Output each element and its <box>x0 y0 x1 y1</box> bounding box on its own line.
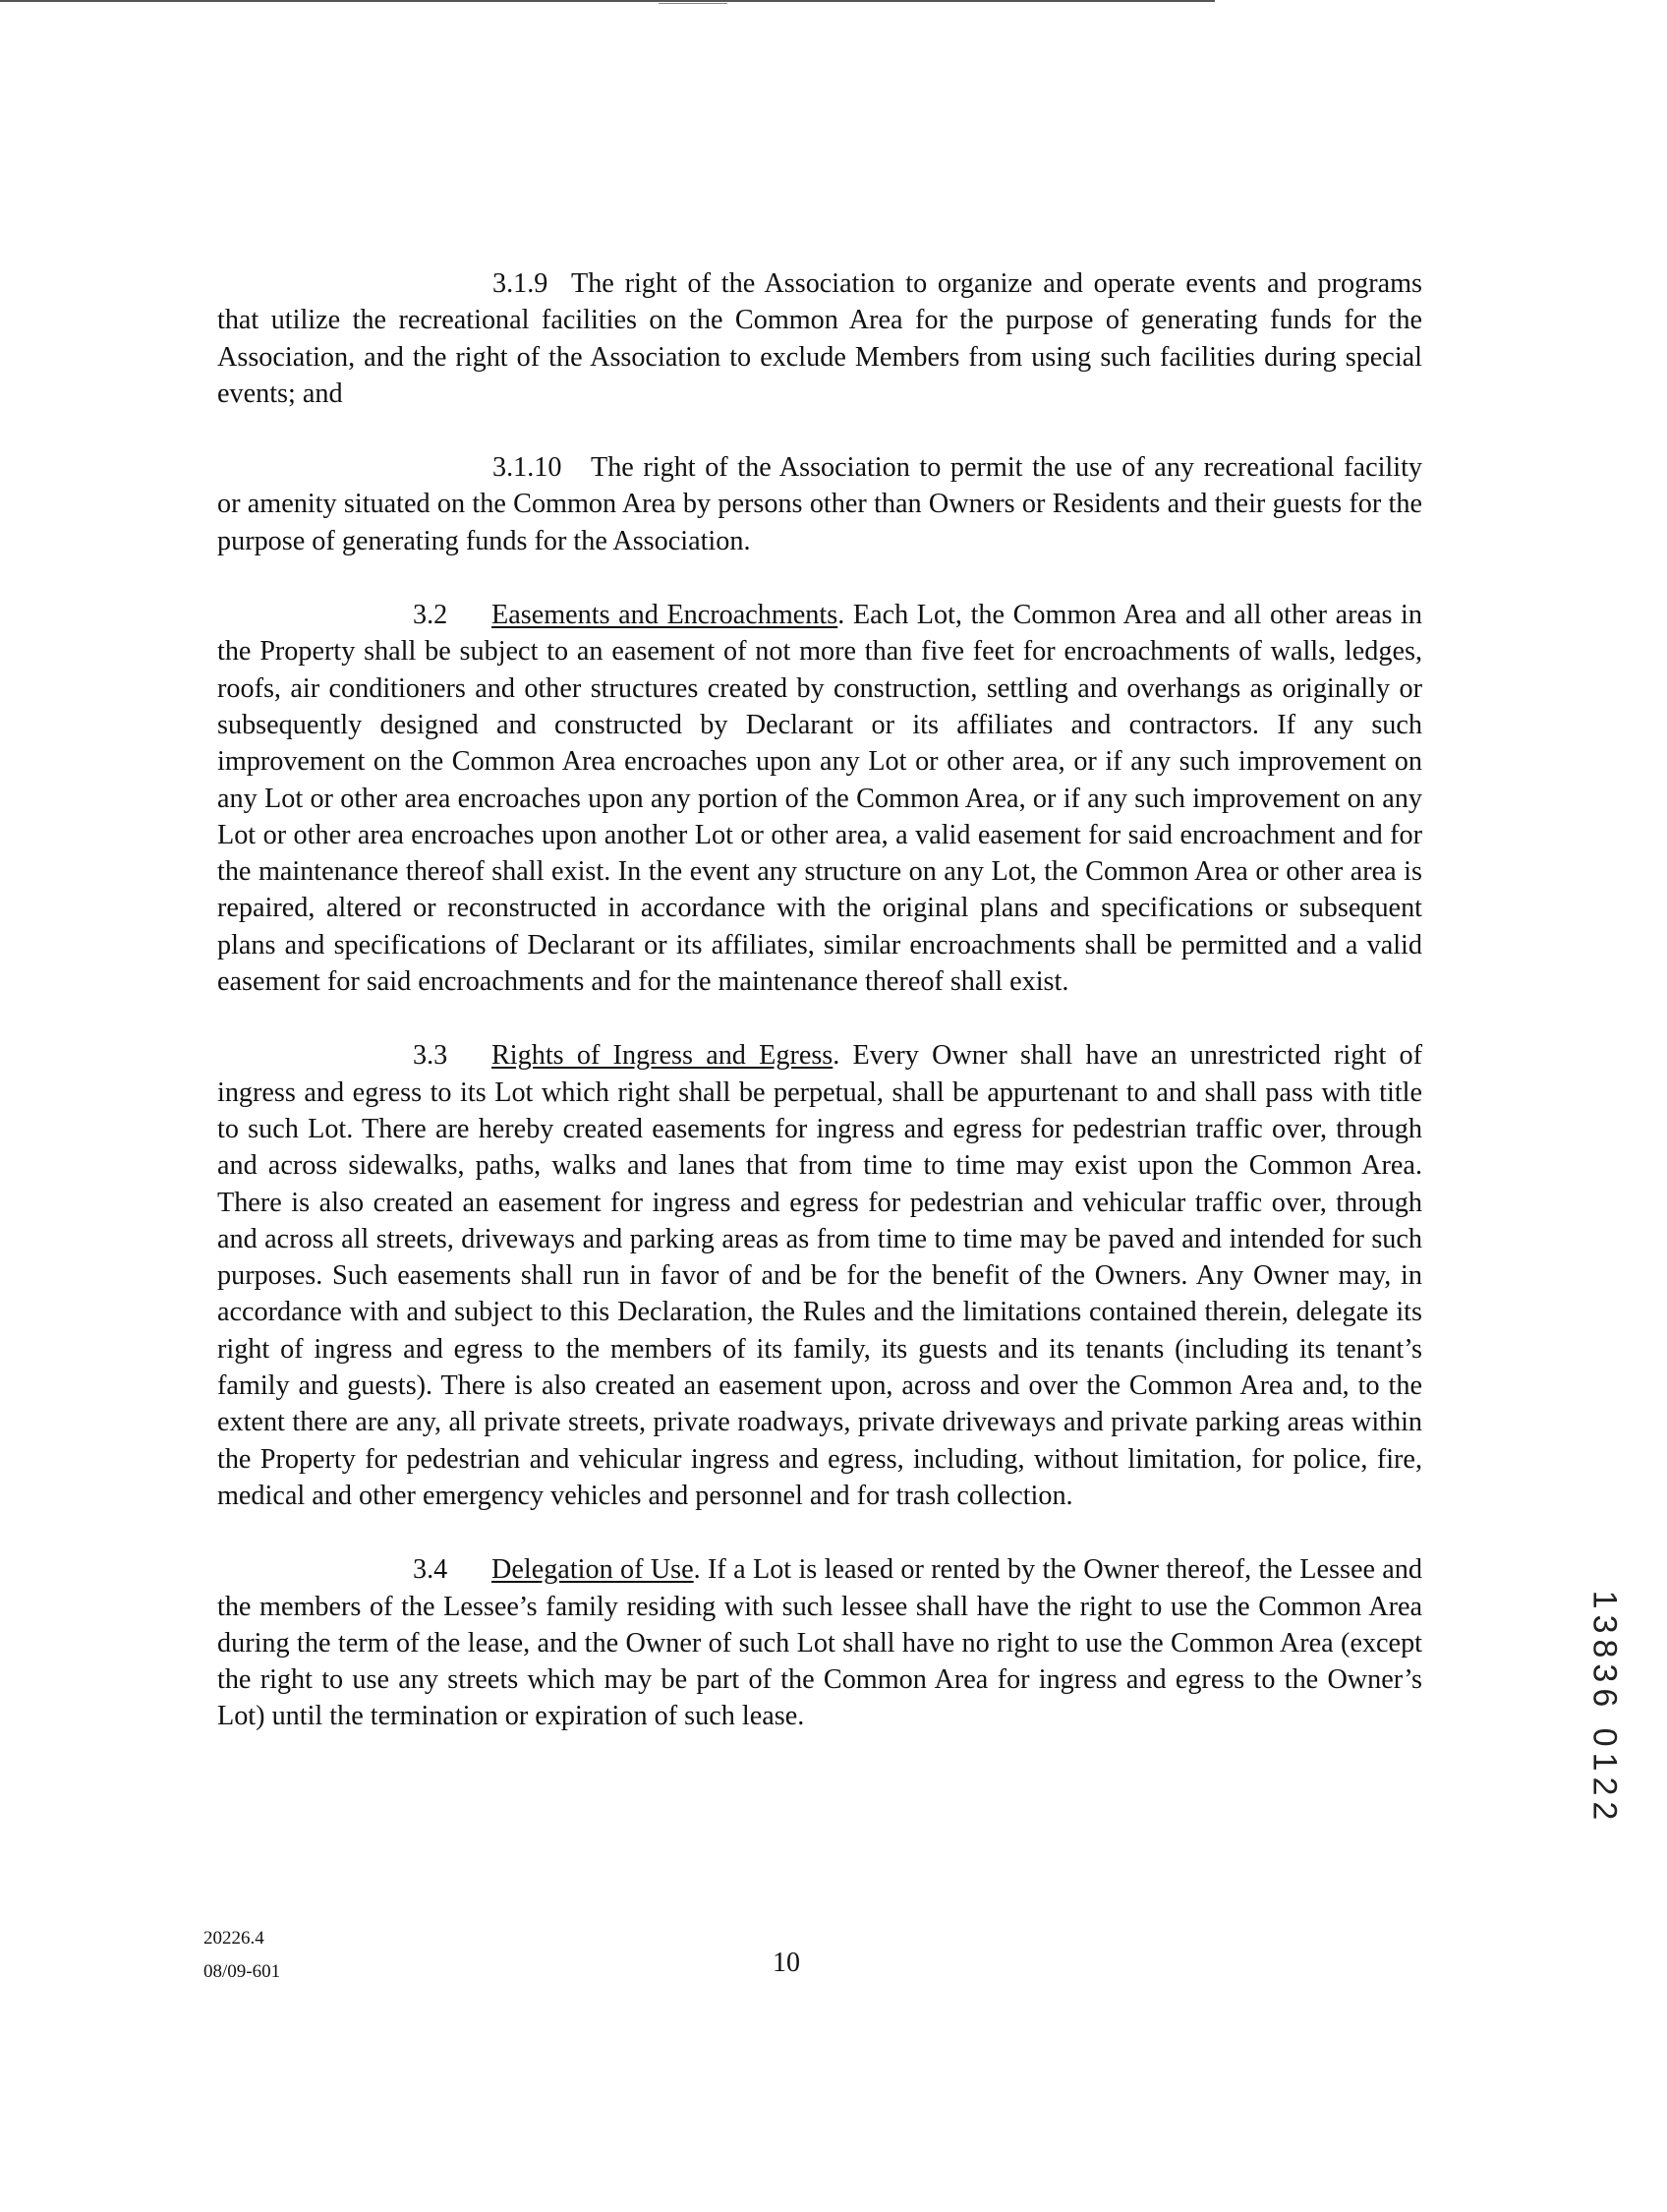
footer-document-codes <box>203 1922 280 1989</box>
stamp-text: 13836 0122 <box>1585 1590 1624 1826</box>
paragraph-3-3 <box>217 1037 1422 1514</box>
section-number: 3.1.10 <box>492 452 562 484</box>
paragraph-text: . Each Lot, the Common Area and all other areas in the Property shall be subject to an easement of not more than five feet for encroachments of walls, ledges, roofs, air conditioners and other structures created by construction, settling and overhangs as originally or subsequently designed and constructed by Declarant or its affiliates and contractors. If any such improvement on the Common Area encroaches upon any Lot or other area, or if any such improvement on any Lot or other area encroaches upon any portion of the Common Area, or if any such improvement on any Lot or other area encroaches upon another Lot or other area, a valid easement for said encroachment and for the maintenance thereof shall exist. In the event any structure on any Lot, the Common Area or other area is repaired, altered or reconstructed in accordance with the original plans and specifications or subsequent plans and specifications of Declarant or its affiliates, similar encroachments shall be permitted and a valid easement for said encroachments and for the maintenance thereof shall exist. <box>217 600 1422 998</box>
paragraph-text: . If a Lot is leased or rented by the Owner thereof, the Lessee and the members of the Lessee’s family residing with such lessee shall have the right to use the Common Area during the term of the lease, and the Owner of such Lot shall have no right to use the Common Area (except the right to use any streets which may be part of the Common Area for ingress and egress to the Owner’s Lot) until the termination or expiration of such lease. <box>217 1554 1422 1732</box>
section-heading: Easements and Encroachments <box>491 600 838 631</box>
paragraph-3-4 <box>217 1551 1422 1734</box>
margin-recording-stamp <box>1584 1575 1624 1840</box>
doc-code: 20226.4 <box>203 1928 264 1949</box>
top-scan-mark <box>659 3 727 4</box>
page-number: 10 <box>773 1948 800 1978</box>
top-scan-border <box>0 0 1215 2</box>
section-heading: Delegation of Use <box>491 1554 694 1586</box>
paragraph-3-1-10 <box>217 449 1422 559</box>
section-number: 3.2 <box>413 600 448 631</box>
document-body <box>217 265 1422 1773</box>
paragraph-3-1-9 <box>217 265 1422 412</box>
section-number: 3.3 <box>413 1040 448 1072</box>
section-heading: Rights of Ingress and Egress <box>491 1040 834 1072</box>
section-number: 3.1.9 <box>492 268 548 299</box>
paragraph-text: The right of the Association to organize and operate events and programs that utilize the recreational facilities on the Common Area for the purpose of generating funds for the Association, and the right of the Association to exclude Members from using such facilities during special events; and <box>217 268 1422 409</box>
paragraph-3-2 <box>217 597 1422 1000</box>
doc-date: 08/09-601 <box>203 1961 281 1982</box>
section-number: 3.4 <box>413 1554 448 1586</box>
paragraph-text: . Every Owner shall have an unrestricted right of ingress and egress to its Lot which right shall be perpetual, shall be appurtenant to and shall pass with title to such Lot. There are hereby created easements for ingress and egress for pedestrian traffic over, through and across sidewalks, paths, walks and lanes that from time to time may exist upon the Common Area. There is also created an easement for ingress and egress for pedestrian and vehicular traffic over, through and across all streets, driveways and parking areas as from time to time may be paved and intended for such purposes. Such easements shall run in favor of and be for the benefit of the Owners. Any Owner may, in accordance with and subject to this Declaration, the Rules and the limitations contained therein, delegate its right of ingress and egress to the members of its family, its guests and its tenants (including its tenant’s family and guests). There is also created an easement upon, across and over the Common Area and, to the extent there are any, all private streets, private roadways, private driveways and private parking areas within the Property for pedestrian and vehicular ingress and egress, including, without limitation, for police, fire, medical and other emergency vehicles and personnel and for trash collection. <box>217 1040 1422 1511</box>
paragraph-text: The right of the Association to permit the use of any recreational facility or amenity situated on the Common Area by persons other than Owners or Residents and their guests for the purpose of generating funds for the Association. <box>217 452 1422 556</box>
